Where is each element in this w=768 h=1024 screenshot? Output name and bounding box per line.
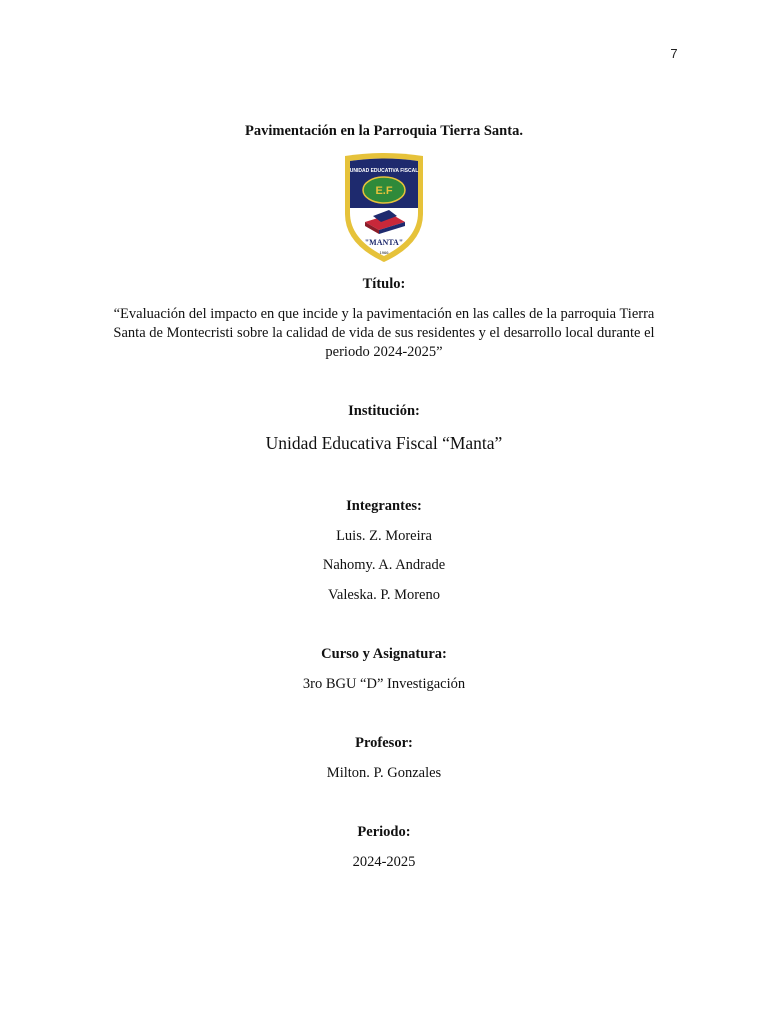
research-title-line-2: Santa de Montecristi sobre la calidad de vida de sus residentes y el desarrollo local durante el: [113, 325, 655, 341]
curso-label: Curso y Asignatura:: [321, 646, 447, 662]
document-title: Pavimentación en la Parroquia Tierra Santa.: [245, 123, 523, 139]
crest-year: 1966: [379, 250, 389, 255]
profesor-label: Profesor:: [355, 735, 413, 751]
institution-name: Unidad Educativa Fiscal “Manta”: [265, 433, 503, 453]
member-name: Luis. Z. Moreira: [336, 528, 432, 544]
profesor-value: Milton. P. Gonzales: [326, 765, 442, 781]
research-title: [100, 305, 668, 362]
crest-emblem-text: E.F: [375, 185, 393, 197]
member-name: Nahomy. A. Andrade: [322, 557, 446, 573]
research-title-line-1: “Evaluación del impacto en que incide y la pavimentación en las calles de la parroquia Tierra: [113, 306, 655, 322]
page-number: 7: [670, 46, 678, 61]
crest-top-text: UNIDAD EDUCATIVA FISCAL: [349, 168, 419, 174]
periodo-label: Periodo:: [357, 824, 411, 840]
periodo-value: 2024-2025: [352, 854, 416, 870]
institucion-label: Institución:: [348, 403, 420, 419]
crest-bottom-text: "MANTA": [364, 238, 404, 247]
titulo-label: Título:: [362, 276, 406, 292]
integrantes-label: Integrantes:: [346, 498, 422, 514]
curso-value: 3ro BGU “D” Investigación: [302, 676, 466, 692]
member-name: Valeska. P. Moreno: [328, 587, 440, 603]
school-crest-logo: [339, 152, 429, 264]
research-title-line-3: periodo 2024-2025”: [325, 344, 443, 360]
